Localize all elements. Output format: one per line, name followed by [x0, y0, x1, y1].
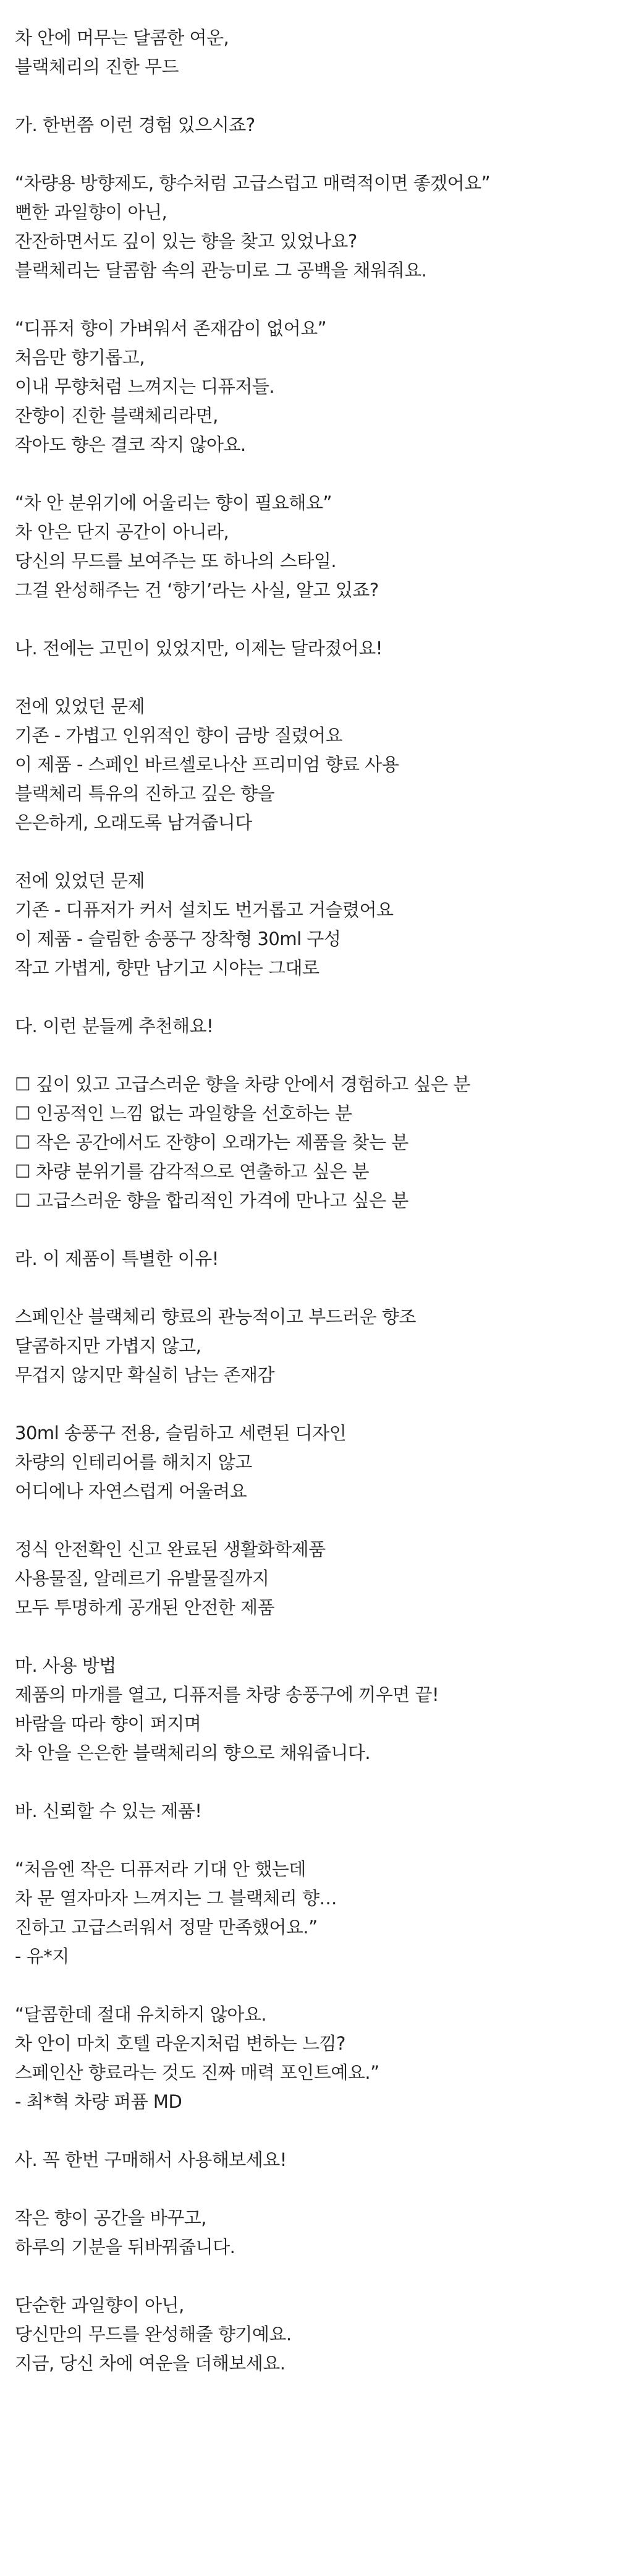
text-line: 은은하게, 오래도록 남겨줍니다	[15, 812, 252, 833]
text-line: 차 안에 머무는 달콤한 여운,	[15, 27, 229, 48]
text-line: 차량의 인테리어를 해치지 않고	[15, 1452, 252, 1473]
text-line: 블랙체리의 진한 무드	[15, 56, 179, 77]
text-line: 가. 한번쯤 이런 경험 있으시죠?	[15, 114, 255, 135]
blank-line	[15, 140, 618, 169]
text-line: ☐ 인공적인 느낌 없는 과일향을 선호하는 분	[15, 1103, 352, 1124]
text-line: - 유*지	[15, 1946, 69, 1967]
text-line: ☐ 작은 공간에서도 잔향이 오래가는 제품을 찾는 분	[15, 1132, 408, 1153]
blank-line	[15, 460, 618, 489]
text-line: 무겁지 않지만 확실히 남는 존재감	[15, 1364, 275, 1385]
text-line: 전에 있었던 문제	[15, 870, 145, 891]
text-line: ☐ 차량 분위기를 감각적으로 연출하고 싶은 분	[15, 1161, 370, 1182]
text-line: 블랙체리 특유의 진하고 깊은 향을	[15, 783, 275, 804]
text-line: 사용물질, 알레르기 유발물질까지	[15, 1568, 269, 1589]
text-line: 이 제품 - 스페인 바르셀로나산 프리미엄 향료 사용	[15, 754, 399, 775]
text-line: 기존 - 디퓨저가 커서 설치도 번거롭고 거슬렸어요	[15, 899, 394, 920]
text-line: 차 문 열자마자 느껴지는 그 블랙체리 향…	[15, 1888, 337, 1909]
text-line: 당신만의 무드를 완성해줄 향기예요.	[15, 2324, 292, 2345]
text-line: 라. 이 제품이 특별한 이유!	[15, 1248, 219, 1269]
blank-line	[15, 837, 618, 867]
blank-line	[15, 983, 618, 1012]
blank-line	[15, 1826, 618, 1855]
text-line: “차량용 방향제도, 향수처럼 고급스럽고 매력적이면 좋겠어요”	[15, 173, 491, 194]
blank-line	[15, 663, 618, 692]
text-line: 블랙체리는 달콤함 속의 관능미로 그 공백을 채워줘요.	[15, 260, 427, 281]
text-line: 이 제품 - 슬림한 송풍구 장착형 30ml 구성	[15, 928, 341, 949]
blank-line	[15, 1622, 618, 1651]
blank-line	[15, 82, 618, 111]
text-line: 다. 이런 분들께 추천해요!	[15, 1016, 214, 1037]
blank-line	[15, 2116, 618, 2146]
text-line: 30ml 송풍구 전용, 슬림하고 세련된 디자인	[15, 1423, 347, 1444]
text-line: 그걸 완성해주는 건 ‘향기’라는 사실, 알고 있죠?	[15, 580, 379, 601]
text-line: 차 안이 마치 호텔 라운지처럼 변하는 느낌?	[15, 2033, 345, 2054]
text-line: 어디에나 자연스럽게 어울려요	[15, 1481, 247, 1502]
text-line: 작아도 향은 결코 작지 않아요.	[15, 434, 246, 455]
text-line: 바람을 따라 향이 퍼지며	[15, 1713, 201, 1734]
text-line: 모두 투명하게 공개된 안전한 제품	[15, 1597, 275, 1618]
text-line: - 최*혁 차량 퍼퓸 MD	[15, 2091, 182, 2112]
text-line: “차 안 분위기에 어울리는 향이 필요해요”	[15, 492, 332, 513]
text-line: 정식 안전확인 신고 완료된 생활화학제품	[15, 1539, 326, 1560]
text-line: 처음만 향기롭고,	[15, 347, 145, 368]
blank-line	[15, 1041, 618, 1070]
text-line: 잔향이 진한 블랙체리라면,	[15, 405, 218, 426]
text-line: 지금, 당신 차에 여운을 더해보세요.	[15, 2353, 286, 2374]
text-line: 진하고 고급스러워서 정말 만족했어요.”	[15, 1917, 318, 1938]
text-line: 마. 사용 방법	[15, 1655, 116, 1676]
blank-line	[15, 1768, 618, 1797]
text-line: 스페인산 블랙체리 향료의 관능적이고 부드러운 향조	[15, 1306, 416, 1327]
text-line: “처음엔 작은 디퓨저라 기대 안 했는데	[15, 1859, 306, 1880]
text-line: 스페인산 향료라는 것도 진짜 매력 포인트예요.”	[15, 2062, 379, 2083]
text-line: 작은 향이 공간을 바꾸고,	[15, 2207, 207, 2228]
blank-line	[15, 2175, 618, 2204]
text-line: 하루의 기분을 뒤바꿔줍니다.	[15, 2236, 235, 2257]
text-line: 전에 있었던 문제	[15, 696, 145, 717]
text-line: 단순한 과일향이 아닌,	[15, 2295, 184, 2316]
text-line: 바. 신뢰할 수 있는 제품!	[15, 1800, 202, 1821]
text-line: 이내 무향처럼 느껴지는 디퓨저들.	[15, 376, 275, 397]
text-line: 작고 가볍게, 향만 남기고 시야는 그대로	[15, 957, 320, 978]
text-line: 제품의 마개를 열고, 디퓨저를 차량 송풍구에 끼우면 끝!	[15, 1684, 439, 1705]
blank-line	[15, 2262, 618, 2291]
blank-line	[15, 1971, 618, 2000]
text-line: “달콤한데 절대 유치하지 않아요.	[15, 2004, 267, 2025]
text-line: 기존 - 가볍고 인위적인 향이 금방 질렸어요	[15, 725, 343, 746]
blank-line	[15, 1390, 618, 1419]
blank-line	[15, 1215, 618, 1244]
text-line: ☐ 고급스러운 향을 합리적인 가격에 만나고 싶은 분	[15, 1190, 408, 1211]
blank-line	[15, 285, 618, 314]
text-line: 달콤하지만 가볍지 않고,	[15, 1335, 201, 1356]
text-line: 나. 전에는 고민이 있었지만, 이제는 달라졌어요!	[15, 638, 383, 659]
blank-line	[15, 1506, 618, 1535]
blank-line	[15, 1273, 618, 1303]
text-line: 뻔한 과일향이 아닌,	[15, 202, 167, 223]
blank-line	[15, 605, 618, 634]
text-line: 잔잔하면서도 깊이 있는 향을 찾고 있었나요?	[15, 231, 357, 252]
text-line: ☐ 깊이 있고 고급스러운 향을 차량 안에서 경험하고 싶은 분	[15, 1074, 470, 1095]
text-line: 사. 꼭 한번 구매해서 사용해보세요!	[15, 2149, 287, 2170]
text-line: 당신의 무드를 보여주는 또 하나의 스타일.	[15, 550, 337, 571]
text-line: 차 안을 은은한 블랙체리의 향으로 채워줍니다.	[15, 1742, 371, 1763]
text-line: 차 안은 단지 공간이 아니라,	[15, 521, 229, 542]
text-line: “디퓨저 향이 가벼워서 존재감이 없어요”	[15, 318, 327, 339]
